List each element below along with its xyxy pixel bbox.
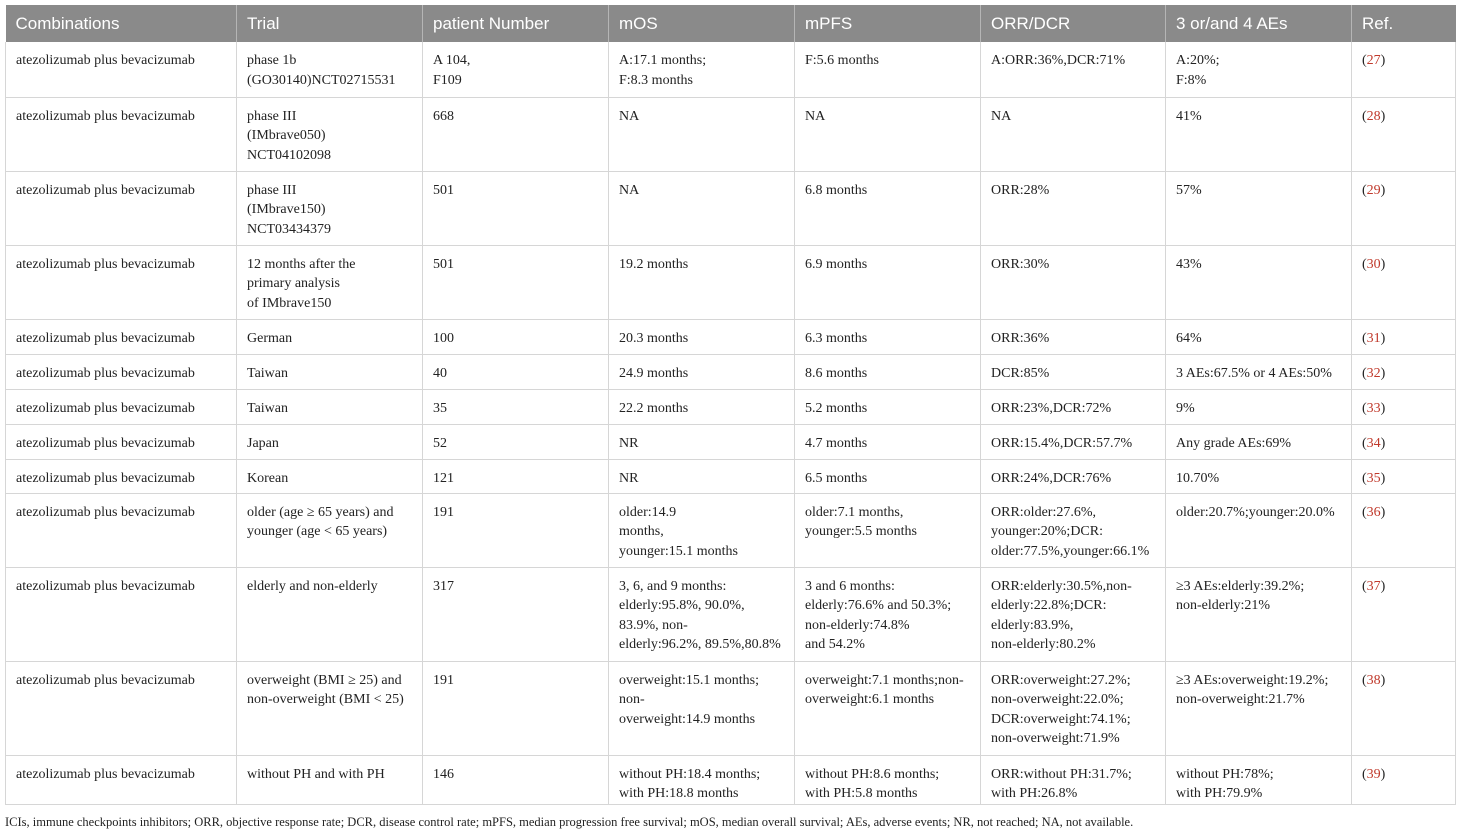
cell-mpfs: F:5.6 months <box>795 42 981 97</box>
cell-mos: NA <box>609 97 795 171</box>
table-row <box>6 97 1456 171</box>
cell-orr-dcr: ORR:without PH:31.7%; with PH:26.8% <box>981 755 1166 804</box>
cell-mos: NR <box>609 424 795 459</box>
cell-trial: phase 1b (GO30140)NCT02715531 <box>237 42 423 97</box>
cell-trial: Taiwan <box>237 389 423 424</box>
cell-ref <box>1352 567 1456 661</box>
cell-mpfs: overweight:7.1 months;non- overweight:6.1 months <box>795 661 981 755</box>
cell-mpfs: 6.8 months <box>795 171 981 245</box>
cell-patient-number: 317 <box>423 567 609 661</box>
ref-close-paren: ) <box>1380 435 1386 451</box>
cell-patient-number: 52 <box>423 424 609 459</box>
cell-patient-number: A 104, F109 <box>423 42 609 97</box>
cell-patient-number: 191 <box>423 493 609 567</box>
cell-ref <box>1352 493 1456 567</box>
ref-open-paren: ( <box>1362 182 1367 198</box>
cell-ref <box>1352 459 1456 493</box>
table-row <box>6 354 1456 389</box>
cell-mos: 20.3 months <box>609 319 795 354</box>
cell-combination: atezolizumab plus bevacizumab <box>6 245 237 319</box>
cell-trial: 12 months after the primary analysis of IMbrave150 <box>237 245 423 319</box>
ref-open-paren: ( <box>1362 365 1367 381</box>
header-patient-number: patient Number <box>423 5 609 42</box>
cell-trial: older (age ≥ 65 years) and younger (age < 65 years) <box>237 493 423 567</box>
cell-patient-number: 35 <box>423 389 609 424</box>
ref-open-paren: ( <box>1362 766 1367 782</box>
cell-mos: without PH:18.4 months; with PH:18.8 months <box>609 755 795 804</box>
reference-link[interactable]: 32 <box>1366 365 1381 381</box>
table-row <box>6 42 1456 97</box>
ref-open-paren: ( <box>1362 504 1367 520</box>
reference-link[interactable]: 33 <box>1366 400 1381 416</box>
cell-trial: overweight (BMI ≥ 25) and non-overweight (BMI < 25) <box>237 661 423 755</box>
header-aes: 3 or/and 4 AEs <box>1166 5 1352 42</box>
cell-mpfs: 6.3 months <box>795 319 981 354</box>
cell-patient-number: 100 <box>423 319 609 354</box>
cell-aes: 9% <box>1166 389 1352 424</box>
cell-trial: Japan <box>237 424 423 459</box>
cell-combination: atezolizumab plus bevacizumab <box>6 42 237 97</box>
table-row <box>6 459 1456 493</box>
cell-trial: Taiwan <box>237 354 423 389</box>
cell-ref <box>1352 661 1456 755</box>
cell-combination: atezolizumab plus bevacizumab <box>6 459 237 493</box>
ref-open-paren: ( <box>1362 330 1367 346</box>
cell-trial: Korean <box>237 459 423 493</box>
cell-combination: atezolizumab plus bevacizumab <box>6 171 237 245</box>
header-ref: Ref. <box>1352 5 1456 42</box>
ref-close-paren: ) <box>1380 256 1386 272</box>
cell-orr-dcr: A:ORR:36%,DCR:71% <box>981 42 1166 97</box>
table-row <box>6 319 1456 354</box>
reference-link[interactable]: 36 <box>1366 504 1381 520</box>
cell-mpfs: 3 and 6 months: elderly:76.6% and 50.3%; non-elderly:74.8% and 54.2% <box>795 567 981 661</box>
cell-ref <box>1352 319 1456 354</box>
cell-aes: without PH:78%; with PH:79.9% <box>1166 755 1352 804</box>
cell-ref <box>1352 424 1456 459</box>
ref-close-paren: ) <box>1380 182 1386 198</box>
reference-link[interactable]: 27 <box>1366 53 1381 68</box>
ref-open-paren: ( <box>1362 578 1367 594</box>
table-header-row <box>6 5 1456 42</box>
header-orr-dcr: ORR/DCR <box>981 5 1166 42</box>
table-row <box>6 424 1456 459</box>
cell-orr-dcr: ORR:older:27.6%, younger:20%;DCR: older:77.5%,younger:66.1% <box>981 493 1166 567</box>
ref-close-paren: ) <box>1380 672 1386 688</box>
cell-mpfs: NA <box>795 97 981 171</box>
cell-mpfs: 6.9 months <box>795 245 981 319</box>
table-row <box>6 661 1456 755</box>
cell-mpfs: 8.6 months <box>795 354 981 389</box>
table-row <box>6 755 1456 804</box>
cell-combination: atezolizumab plus bevacizumab <box>6 354 237 389</box>
table-row <box>6 493 1456 567</box>
cell-mos: overweight:15.1 months; non- overweight:14.9 months <box>609 661 795 755</box>
header-mpfs: mPFS <box>795 5 981 42</box>
cell-mpfs: older:7.1 months, younger:5.5 months <box>795 493 981 567</box>
cell-mos: NR <box>609 459 795 493</box>
ref-close-paren: ) <box>1380 53 1386 68</box>
cell-patient-number: 191 <box>423 661 609 755</box>
cell-ref <box>1352 389 1456 424</box>
reference-link[interactable]: 30 <box>1366 256 1381 272</box>
cell-ref <box>1352 755 1456 804</box>
cell-mos: 24.9 months <box>609 354 795 389</box>
header-trial: Trial <box>237 5 423 42</box>
cell-aes: ≥3 AEs:overweight:19.2%; non-overweight:21.7% <box>1166 661 1352 755</box>
cell-ref <box>1352 245 1456 319</box>
cell-mpfs: 4.7 months <box>795 424 981 459</box>
cell-aes: ≥3 AEs:elderly:39.2%; non-elderly:21% <box>1166 567 1352 661</box>
table-footnote: ICIs, immune checkpoints inhibitors; ORR, objective response rate; DCR, disease control rate; mPFS, median progression free survival; mOS, median overall survival; AEs, adverse events; NR, not reached; NA, not available. <box>5 815 1134 829</box>
cell-trial: elderly and non-elderly <box>237 567 423 661</box>
cell-aes: A:20%; F:8% <box>1166 42 1352 97</box>
cell-mpfs: 6.5 months <box>795 459 981 493</box>
cell-orr-dcr: ORR:30% <box>981 245 1166 319</box>
ref-close-paren: ) <box>1380 470 1386 486</box>
cell-trial: German <box>237 319 423 354</box>
cell-aes: 57% <box>1166 171 1352 245</box>
ref-close-paren: ) <box>1380 578 1386 594</box>
reference-link[interactable]: 39 <box>1366 766 1381 782</box>
cell-patient-number: 501 <box>423 171 609 245</box>
ref-open-paren: ( <box>1362 108 1367 124</box>
cell-patient-number: 501 <box>423 245 609 319</box>
cell-patient-number: 668 <box>423 97 609 171</box>
cell-orr-dcr: ORR:28% <box>981 171 1166 245</box>
cell-orr-dcr: ORR:15.4%,DCR:57.7% <box>981 424 1166 459</box>
cell-patient-number: 40 <box>423 354 609 389</box>
cell-mos: 3, 6, and 9 months: elderly:95.8%, 90.0%, 83.9%, non- elderly:96.2%, 89.5%,80.8% <box>609 567 795 661</box>
cell-combination: atezolizumab plus bevacizumab <box>6 319 237 354</box>
cell-mos: 19.2 months <box>609 245 795 319</box>
table-body <box>6 42 1456 804</box>
cell-combination: atezolizumab plus bevacizumab <box>6 567 237 661</box>
cell-aes: 10.70% <box>1166 459 1352 493</box>
cell-orr-dcr: ORR:36% <box>981 319 1166 354</box>
ref-close-paren: ) <box>1380 330 1386 346</box>
reference-link[interactable]: 37 <box>1366 578 1381 594</box>
ref-open-paren: ( <box>1362 256 1367 272</box>
table-row <box>6 389 1456 424</box>
table-row <box>6 171 1456 245</box>
cell-combination: atezolizumab plus bevacizumab <box>6 661 237 755</box>
cell-ref <box>1352 97 1456 171</box>
cell-trial: without PH and with PH <box>237 755 423 804</box>
reference-link[interactable]: 34 <box>1366 435 1381 451</box>
cell-mos: older:14.9 months, younger:15.1 months <box>609 493 795 567</box>
cell-orr-dcr: DCR:85% <box>981 354 1166 389</box>
table-row <box>6 567 1456 661</box>
reference-link[interactable]: 38 <box>1366 672 1381 688</box>
cell-combination: atezolizumab plus bevacizumab <box>6 424 237 459</box>
reference-link[interactable]: 35 <box>1366 470 1381 486</box>
results-table <box>5 5 1456 805</box>
cell-combination: atezolizumab plus bevacizumab <box>6 97 237 171</box>
reference-link[interactable]: 29 <box>1366 182 1381 198</box>
table-row <box>6 245 1456 319</box>
ref-open-paren: ( <box>1362 672 1367 688</box>
cell-aes: older:20.7%;younger:20.0% <box>1166 493 1352 567</box>
header-mos: mOS <box>609 5 795 42</box>
cell-orr-dcr: ORR:24%,DCR:76% <box>981 459 1166 493</box>
cell-mpfs: 5.2 months <box>795 389 981 424</box>
ref-open-paren: ( <box>1362 470 1367 486</box>
cell-aes: 41% <box>1166 97 1352 171</box>
cell-aes: 3 AEs:67.5% or 4 AEs:50% <box>1166 354 1352 389</box>
cell-ref <box>1352 42 1456 97</box>
cell-ref <box>1352 354 1456 389</box>
ref-close-paren: ) <box>1380 400 1386 416</box>
ref-close-paren: ) <box>1380 108 1386 124</box>
cell-patient-number: 146 <box>423 755 609 804</box>
cell-ref <box>1352 171 1456 245</box>
cell-orr-dcr: ORR:overweight:27.2%; non-overweight:22.0%; DCR:overweight:74.1%; non-overweight:71.9% <box>981 661 1166 755</box>
cell-mpfs: without PH:8.6 months; with PH:5.8 months <box>795 755 981 804</box>
ref-close-paren: ) <box>1380 365 1386 381</box>
ref-open-paren: ( <box>1362 53 1367 68</box>
ref-open-paren: ( <box>1362 435 1367 451</box>
cell-combination: atezolizumab plus bevacizumab <box>6 755 237 804</box>
header-combinations: Combinations <box>6 5 237 42</box>
cell-orr-dcr: ORR:23%,DCR:72% <box>981 389 1166 424</box>
cell-mos: 22.2 months <box>609 389 795 424</box>
cell-patient-number: 121 <box>423 459 609 493</box>
cell-orr-dcr: ORR:elderly:30.5%,non- elderly:22.8%;DCR: elderly:83.9%, non-elderly:80.2% <box>981 567 1166 661</box>
cell-mos: NA <box>609 171 795 245</box>
cell-orr-dcr: NA <box>981 97 1166 171</box>
reference-link[interactable]: 28 <box>1366 108 1381 124</box>
cell-mos: A:17.1 months; F:8.3 months <box>609 42 795 97</box>
reference-link[interactable]: 31 <box>1366 330 1381 346</box>
cell-aes: Any grade AEs:69% <box>1166 424 1352 459</box>
cell-aes: 64% <box>1166 319 1352 354</box>
ref-close-paren: ) <box>1380 766 1386 782</box>
cell-trial: phase III (IMbrave050) NCT04102098 <box>237 97 423 171</box>
ref-open-paren: ( <box>1362 400 1367 416</box>
cell-combination: atezolizumab plus bevacizumab <box>6 493 237 567</box>
cell-aes: 43% <box>1166 245 1352 319</box>
ref-close-paren: ) <box>1380 504 1386 520</box>
cell-trial: phase III (IMbrave150) NCT03434379 <box>237 171 423 245</box>
cell-combination: atezolizumab plus bevacizumab <box>6 389 237 424</box>
